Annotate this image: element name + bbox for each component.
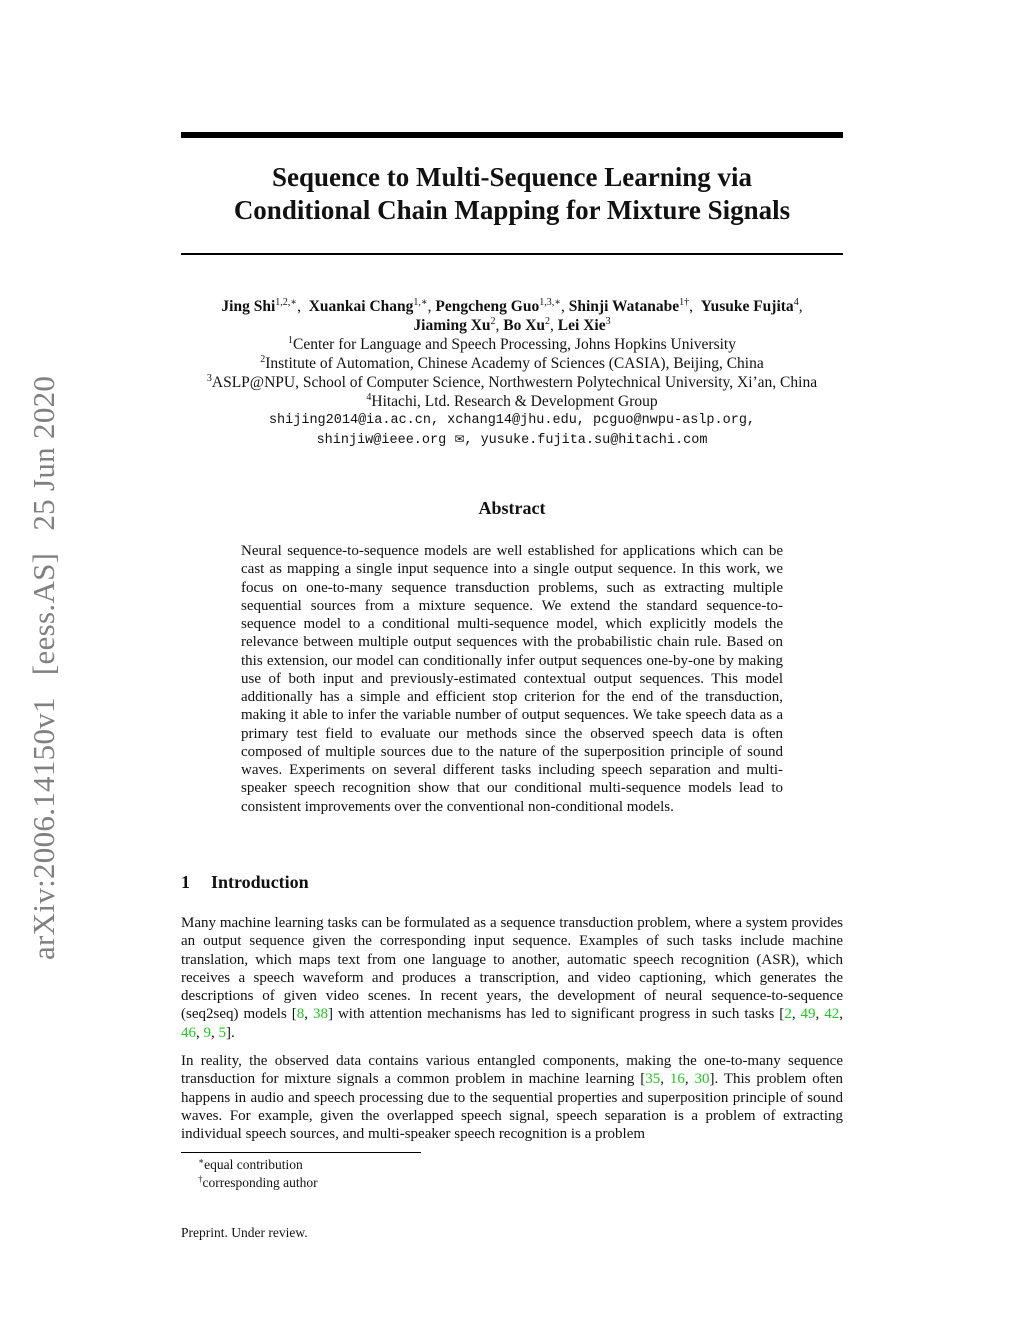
- intro-paragraph-1: Many machine learning tasks can be formulated as a sequence transduction problem, where a system provides an output sequence given the corresponding input sequence. Examples of such tasks include machine translation, which maps text from one language to another, automatic speech recognition (ASR), which receives a speech waveform and produces a transcription, and video captioning, which generates the descriptions of given video scenes. In recent years, the development of neural sequence-to-sequence (seq2seq) models [8, 38] with attention mechanisms has led to significant progress in such tasks [2, 49, 42, 46, 9, 5].: [181, 915, 844, 1041]
- citation-link[interactable]: 38: [313, 1006, 328, 1023]
- citation-link[interactable]: 8: [296, 1006, 305, 1023]
- title-top-rule: [181, 132, 843, 138]
- footnote-rule: [181, 1152, 421, 1153]
- section-heading-introduction: [181, 872, 309, 893]
- citation-link[interactable]: 49: [800, 1006, 816, 1023]
- section-number: 1: [181, 872, 190, 892]
- arxiv-category: [eess.AS]: [26, 552, 61, 676]
- abstract-heading: Abstract: [478, 498, 546, 518]
- footnote: ∗equal contribution: [198, 1156, 303, 1172]
- preprint-footer: Preprint. Under review.: [181, 1225, 308, 1240]
- affiliation: $^2$Institute of Automation, Chinese Academy of Sciences (CASIA), Beijing, China: [260, 354, 764, 372]
- citation-link[interactable]: 5: [218, 1024, 226, 1041]
- intro-paragraph-2: In reality, the observed data contains various entangled components, making the one-to-many sequence transduction for mixture signals a common problem in machine learning [35, 16, 30]. This problem often happens in audio and speech processing due to the sequential properties and superposition principle of sound waves. For example, given the overlapped speech signal, speech separation is a problem of extracting individual speech sources, and multi-speaker speech recognition is a problem: [181, 1053, 844, 1142]
- author-name: Jing Shi: [221, 298, 276, 315]
- author-name: Bo Xu: [503, 317, 546, 334]
- author-name: Lei Xie: [557, 317, 606, 334]
- footnote: †corresponding author: [198, 1174, 318, 1190]
- author-name: Xuankai Chang: [308, 298, 414, 315]
- author-name: Jiaming Xu: [413, 317, 491, 334]
- citation-link[interactable]: 42: [824, 1006, 840, 1023]
- author-name: Shinji Watanabe: [568, 298, 680, 315]
- author-line-1: Jing Shi$^{1,2,∗}$, Xuankai Chang$^{1,∗}$, Pengcheng Guo$^{1,3,∗}$, Shinji Watanabe$^{1\dagger}$, Yusuke Fujita$^4$,: [221, 297, 803, 315]
- citation-link[interactable]: 9: [203, 1024, 211, 1041]
- title-line-2: Conditional Chain Mapping for Mixture Signals: [233, 195, 791, 225]
- envelope-icon: ✉: [454, 432, 465, 446]
- citation-link[interactable]: 2: [784, 1006, 792, 1023]
- arxiv-date: 25 Jun 2020: [26, 375, 61, 531]
- citation-link[interactable]: 35: [645, 1071, 661, 1088]
- citation-link[interactable]: 46: [181, 1024, 196, 1041]
- email-line-1: shijing2014@ia.ac.cn, xchang14@jhu.edu, pcguo@nwpu-aslp.org,: [268, 413, 756, 428]
- author-name: Pengcheng Guo: [435, 298, 540, 315]
- affiliation: $^3$ASLP@NPU, School of Computer Science, Northwestern Polytechnical University, Xi’an, China: [206, 373, 818, 391]
- arxiv-identifier: [26, 340, 62, 960]
- author-line-2: Jiaming Xu$^2$, Bo Xu$^2$, Lei Xie$^3$: [413, 316, 611, 334]
- title-bottom-rule: [181, 253, 843, 255]
- paper-title: [181, 161, 843, 227]
- citation-link[interactable]: 16: [669, 1071, 685, 1088]
- email-corresponding[interactable]: shinjiw@ieee.org: [316, 433, 447, 448]
- author-block: [160, 297, 864, 450]
- email-rest[interactable]: , yusuke.fujita.su@hitachi.com: [464, 433, 708, 448]
- abstract-text: Neural sequence-to-sequence models are well established for applications which can be cast as mapping a single input sequence into a single output sequence. In this work, we focus on one-to-many sequence transduction problems, such as extracting multiple sequential sources from a mixture sequence. We extend the standard sequence-to-sequence model to a conditional multi-sequence model, which explicitly models the relevance between multiple output sequences with the probabilistic chain rule. Based on this extension, our model can conditionally infer output sequences one-by-one by making use of both input and previously-estimated contextual output sequences. This model additionally has a simple and efficient stop criterion for the end of the transduction, making it able to infer the variable number of output sequences. We take speech data as a primary test field to evaluate our methods since the observed speech data is often composed of multiple sources due to the nature of the superposition principle of sound waves. Experiments on several different tasks including speech separation and multi-speaker speech recognition show that our conditional multi-sequence models lead to consistent improvements over the conventional non-conditional models.: [241, 543, 783, 815]
- title-line-1: Sequence to Multi-Sequence Learning via: [272, 162, 752, 192]
- citation-link[interactable]: 30: [694, 1071, 710, 1088]
- author-name: Yusuke Fujita: [700, 298, 794, 315]
- affiliation: $^1$Center for Language and Speech Processing, Johns Hopkins University: [288, 335, 736, 353]
- affiliation: $^4$Hitachi, Ltd. Research & Development Group: [366, 392, 658, 410]
- email-line-2: [160, 430, 864, 450]
- arxiv-id: arXiv:2006.14150v1: [26, 697, 61, 960]
- section-title: Introduction: [211, 872, 309, 892]
